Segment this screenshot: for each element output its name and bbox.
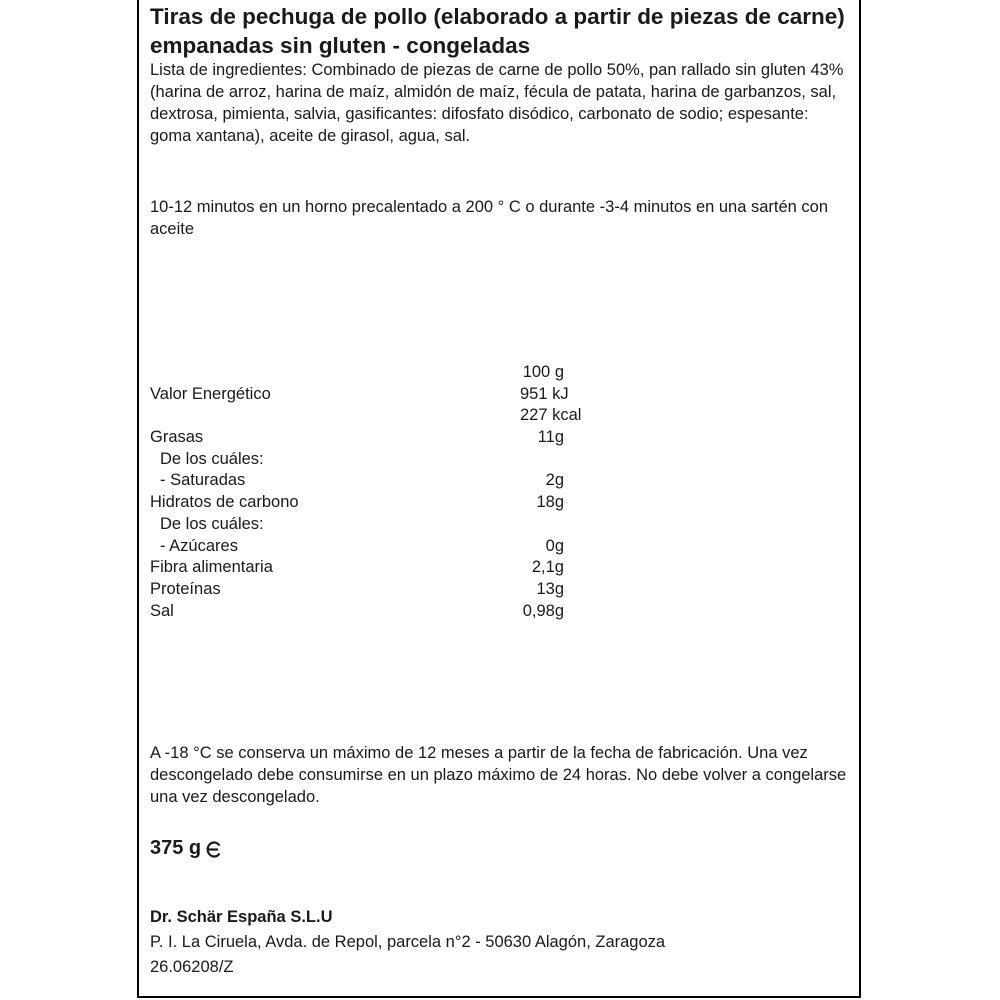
nutrient-value: 0g bbox=[545, 536, 564, 555]
storage-instructions: A -18 °C se conserva un máximo de 12 meses a partir de la fecha de fabricación. Una vez descongelado debe consumirse en un plazo máximo de 24 horas. No debe volver a congelarse una vez descongelado. bbox=[150, 744, 847, 806]
nutrition-row bbox=[150, 601, 650, 623]
manufacturer-address: P. I. La Ciruela, Avda. de Repol, parcela n°2 - 50630 Alagón, Zaragoza bbox=[150, 933, 666, 951]
nutrient-value: 18g bbox=[536, 493, 564, 512]
nutrition-table bbox=[150, 362, 650, 622]
nutrition-row bbox=[150, 470, 650, 492]
manufacturer-name: Dr. Schär España S.L.U bbox=[150, 908, 333, 926]
nutrient-label: De los cuáles: bbox=[160, 514, 264, 533]
nutrient-value: 227 kcal bbox=[520, 406, 582, 425]
cooking-instructions: 10-12 minutos en un horno precalentado a 200 ° C o durante -3-4 minutos en una sartén con aceite bbox=[150, 198, 829, 238]
nutrition-row bbox=[150, 427, 650, 449]
nutrition-row bbox=[150, 384, 650, 406]
net-weight-value: 375 g bbox=[150, 837, 202, 859]
nutrient-value: 11g bbox=[537, 428, 564, 447]
nutrition-row bbox=[150, 557, 650, 579]
nutrient-label: Sal bbox=[150, 601, 174, 620]
nutrient-value: 13g bbox=[536, 579, 564, 598]
nutrition-row bbox=[150, 536, 650, 558]
ingredients-list: Lista de ingredientes: Combinado de piezas de carne de pollo 50%, pan rallado sin gluten 43% (harina de arroz, harina de maíz, almidón de maíz, fécula de patata, harina de garbanzos, sal, dextrosa, pimienta, salvia, gasificantes: difosfato disódico, carbonato de sodio; espesante: goma xantana), aceite de girasol, agua, sal. bbox=[150, 61, 844, 145]
nutrition-row bbox=[150, 449, 650, 471]
nutrient-label: Hidratos de carbono bbox=[150, 493, 299, 512]
nutrition-row bbox=[150, 492, 650, 514]
nutrient-label: Fibra alimentaria bbox=[150, 558, 273, 577]
nutrient-label: - Azúcares bbox=[160, 536, 238, 555]
nutrition-row bbox=[150, 405, 650, 427]
nutrition-header: 100 g bbox=[522, 363, 564, 381]
nutrient-label: Grasas bbox=[150, 428, 204, 447]
nutrient-value: 2,1g bbox=[531, 558, 564, 577]
nutrient-label: Proteínas bbox=[150, 579, 221, 598]
nutrient-label: - Saturadas bbox=[160, 471, 246, 490]
nutrient-value: 951 kJ bbox=[520, 384, 569, 403]
nutrition-row bbox=[150, 579, 650, 601]
nutrient-label: Valor Energético bbox=[150, 384, 271, 403]
registration-code: 26.06208/Z bbox=[150, 958, 234, 976]
nutrient-value: 2g bbox=[545, 471, 564, 490]
nutrient-value: 0,98g bbox=[522, 601, 564, 620]
net-weight bbox=[150, 837, 224, 860]
estimated-sign-icon bbox=[204, 838, 224, 860]
nutrition-row bbox=[150, 514, 650, 536]
nutrition-header-row bbox=[150, 362, 650, 384]
nutrient-label: De los cuáles: bbox=[160, 449, 264, 468]
product-title: Tiras de pechuga de pollo (elaborado a partir de piezas de carne) empanadas sin gluten - congeladas bbox=[150, 4, 845, 58]
